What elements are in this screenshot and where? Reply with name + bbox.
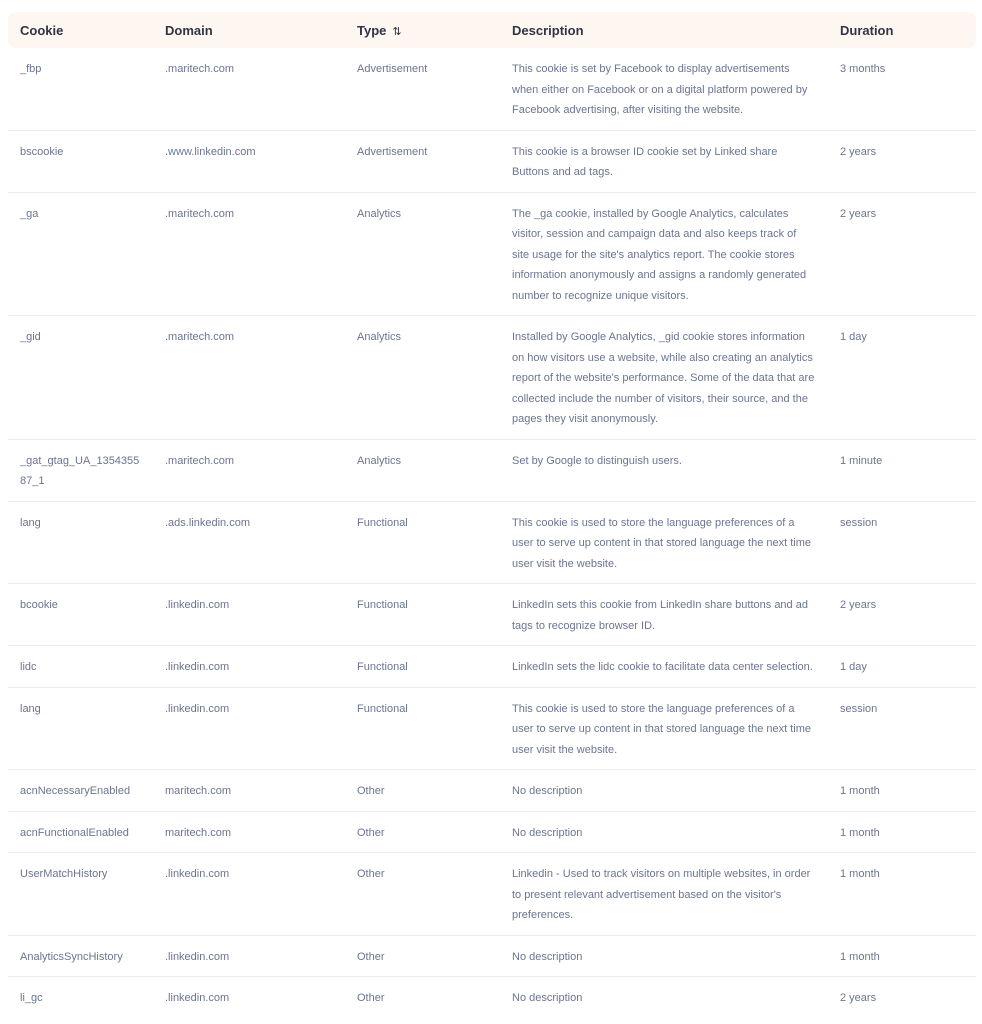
- cell-type: Analytics: [345, 192, 500, 316]
- table-row: [8, 501, 976, 584]
- cell-domain: .maritech.com: [153, 316, 345, 440]
- cell-description: Set by Google to distinguish users.: [500, 439, 828, 501]
- cell-cookie: _ga: [8, 192, 153, 316]
- cell-duration: 1 minute: [828, 439, 976, 501]
- cell-type: Functional: [345, 501, 500, 584]
- cell-domain: .maritech.com: [153, 192, 345, 316]
- cell-type: Other: [357, 992, 385, 1004]
- cell-cookie: AnalyticsSyncHistory: [8, 935, 153, 977]
- sort-arrows-icon[interactable]: ⇅: [392, 25, 402, 38]
- cookie-table-container: [8, 12, 976, 1018]
- table-row: [8, 48, 976, 130]
- cell-description: No description: [500, 811, 828, 853]
- cell-duration: 1 month: [828, 811, 976, 853]
- header-cookie: Cookie: [20, 22, 64, 38]
- cell-domain: .linkedin.com: [153, 935, 345, 977]
- header-row: [8, 12, 976, 48]
- cell-description: This cookie is set by Facebook to display advertisements when either on Facebook or on a digital platform powered by Facebook advertising, after visiting the website.: [500, 48, 828, 130]
- header-domain: Domain: [165, 22, 213, 38]
- cell-description: No description: [500, 935, 828, 977]
- cell-type: Analytics: [345, 439, 500, 501]
- cell-type: Other: [345, 853, 500, 936]
- cell-cookie: acnNecessaryEnabled: [8, 770, 153, 812]
- table-row: [8, 130, 976, 192]
- cell-domain: .www.linkedin.com: [153, 130, 345, 192]
- cell-description: The _ga cookie, installed by Google Analytics, calculates visitor, session and campaign data and also keeps track of site usage for the site's analytics report. The cookie stores information anonymously and assigns a randomly generated number to recognize unique visitors.: [500, 192, 828, 316]
- table-row: [8, 853, 976, 936]
- cell-type: Analytics: [345, 316, 500, 440]
- cell-type: Other: [345, 770, 500, 812]
- cell-type: Other: [345, 811, 500, 853]
- table-row: [8, 646, 976, 688]
- cell-description: This cookie is a browser ID cookie set by Linked share Buttons and ad tags.: [500, 130, 828, 192]
- table-row: [8, 687, 976, 770]
- table-row: [8, 811, 976, 853]
- cell-cookie: _fbp: [8, 48, 153, 130]
- cell-type: Advertisement: [345, 48, 500, 130]
- cell-type: Functional: [345, 687, 500, 770]
- table-row: [8, 192, 976, 316]
- cell-type: Other: [345, 935, 500, 977]
- cell-description: No description: [500, 770, 828, 812]
- header-type[interactable]: [345, 12, 500, 48]
- table-row: [8, 977, 976, 1018]
- cell-duration: 1 month: [828, 853, 976, 936]
- cell-domain: .linkedin.com: [153, 687, 345, 770]
- table-row: [8, 439, 976, 501]
- cell-domain: .linkedin.com: [153, 646, 345, 688]
- header-duration: Duration: [840, 22, 894, 38]
- cell-duration: 1 month: [828, 770, 976, 812]
- cell-description: No description: [512, 992, 583, 1004]
- table-row: [8, 935, 976, 977]
- cell-domain: .maritech.com: [153, 48, 345, 130]
- cell-type: Functional: [345, 584, 500, 646]
- cell-description: This cookie is used to store the language preferences of a user to serve up content in that stored language the next time user visit the website.: [500, 501, 828, 584]
- table-header: [8, 12, 976, 48]
- cell-duration: session: [828, 501, 976, 584]
- table-row: [8, 316, 976, 440]
- cell-description: Installed by Google Analytics, _gid cookie stores information on how visitors use a website, while also creating an analytics report of the website's performance. Some of the data that are collected include the number of visitors, their source, and the pages they visit anonymously.: [500, 316, 828, 440]
- cell-cookie: UserMatchHistory: [8, 853, 153, 936]
- cell-duration: 2 years: [840, 992, 877, 1004]
- cell-duration: 2 years: [828, 130, 976, 192]
- cell-duration: 2 years: [828, 192, 976, 316]
- table-body: [8, 48, 976, 1018]
- cell-cookie: lidc: [8, 646, 153, 688]
- cell-domain: .linkedin.com: [153, 853, 345, 936]
- cell-cookie: li_gc: [20, 992, 43, 1004]
- cell-domain: .linkedin.com: [153, 584, 345, 646]
- cell-cookie: bcookie: [8, 584, 153, 646]
- cookie-table: [8, 12, 976, 1018]
- cell-duration: 2 years: [828, 584, 976, 646]
- cell-duration: session: [828, 687, 976, 770]
- cell-domain: maritech.com: [153, 770, 345, 812]
- header-description: Description: [512, 22, 584, 38]
- cell-description: LinkedIn sets the lidc cookie to facilitate data center selection.: [500, 646, 828, 688]
- cell-domain: .ads.linkedin.com: [153, 501, 345, 584]
- cell-cookie: lang: [8, 501, 153, 584]
- cell-domain: .maritech.com: [153, 439, 345, 501]
- cell-description: This cookie is used to store the language preferences of a user to serve up content in that stored language the next time user visit the website.: [500, 687, 828, 770]
- header-type-label: Type: [357, 22, 387, 38]
- cell-duration: 1 day: [828, 646, 976, 688]
- cell-cookie: _gid: [8, 316, 153, 440]
- cell-duration: 1 day: [828, 316, 976, 440]
- cell-domain: maritech.com: [153, 811, 345, 853]
- cell-description: LinkedIn sets this cookie from LinkedIn share buttons and ad tags to recognize browser ID.: [500, 584, 828, 646]
- cell-type: Functional: [345, 646, 500, 688]
- cell-cookie: acnFunctionalEnabled: [8, 811, 153, 853]
- cell-duration: 3 months: [828, 48, 976, 130]
- cell-description: Linkedin - Used to track visitors on multiple websites, in order to present relevant advertisement based on the visitor's preferences.: [500, 853, 828, 936]
- table-row: [8, 770, 976, 812]
- cell-duration: 1 month: [828, 935, 976, 977]
- cell-cookie: bscookie: [8, 130, 153, 192]
- cell-cookie: lang: [8, 687, 153, 770]
- cell-cookie: _gat_gtag_UA_135435587_1: [8, 439, 153, 501]
- table-row: [8, 584, 976, 646]
- cell-domain: .linkedin.com: [165, 992, 230, 1004]
- cell-type: Advertisement: [345, 130, 500, 192]
